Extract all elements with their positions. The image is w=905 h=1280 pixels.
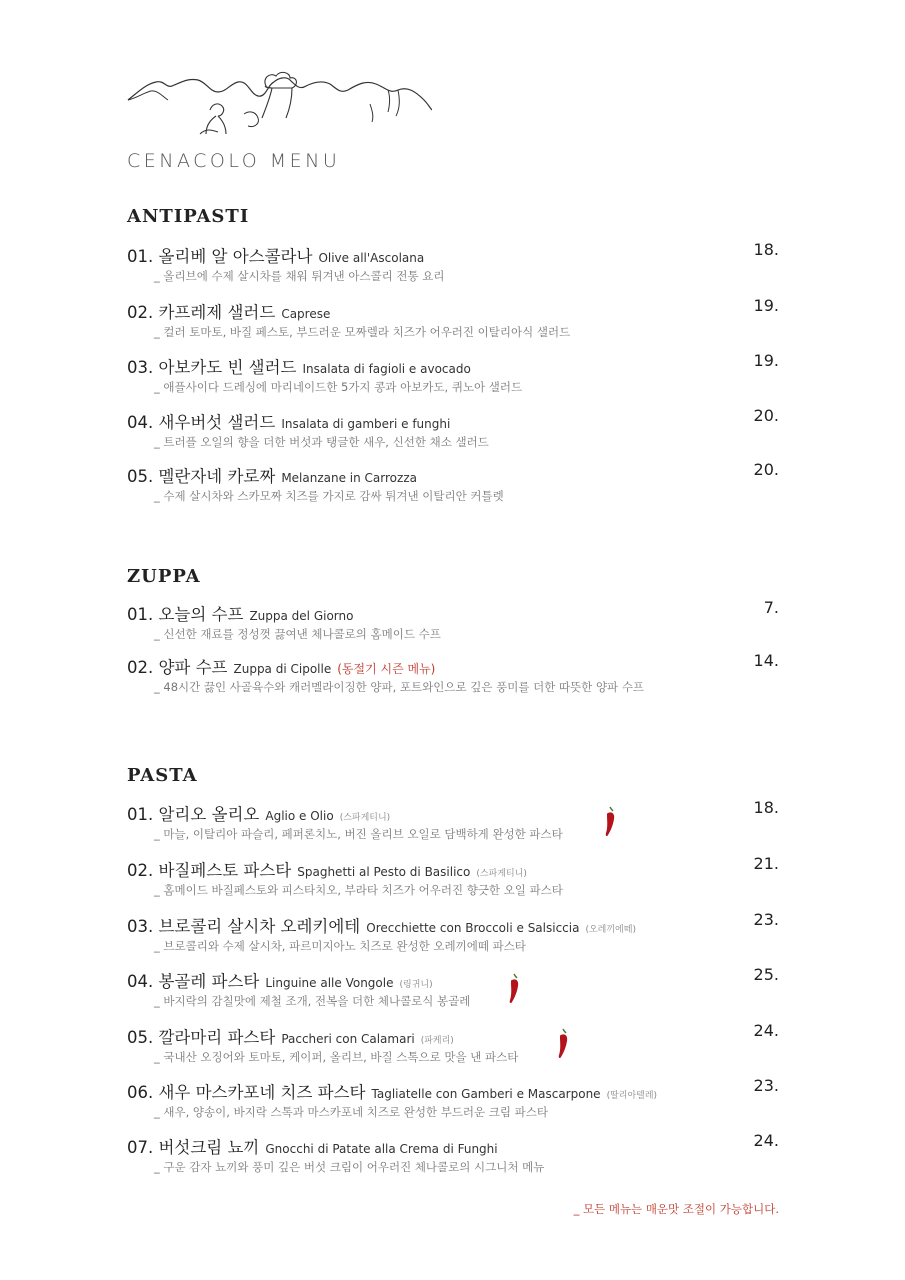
item-description: _ 마늘, 이탈리아 파슬리, 페퍼론치노, 버진 올리브 오일로 담백하게 완성한 파스타	[154, 827, 563, 841]
item-description: _ 브로콜리와 수제 살시차, 파르미지아노 치즈로 완성한 오레끼에떼 파스타	[154, 939, 526, 953]
item-price: 21.	[753, 854, 779, 873]
pasta-type-note: (스파게티니)	[339, 813, 391, 823]
item-name-ko: 01. 오늘의 수프	[127, 605, 244, 624]
item-price: 18.	[753, 240, 779, 259]
seasonal-menu-badge: (동절기 시즌 메뉴)	[337, 662, 436, 676]
item-price: 24.	[753, 1131, 779, 1150]
item-name-en: Aglio e Olio	[265, 809, 334, 823]
item-price: 19.	[753, 296, 779, 315]
menu-item	[127, 798, 779, 842]
section-title-antipasti: ANTIPASTI	[127, 206, 250, 227]
pasta-type-note: (오레끼에떼)	[585, 925, 636, 935]
pasta-type-note: (딸리아텔레)	[606, 1091, 658, 1101]
item-name-en: Zuppa del Giorno	[249, 609, 354, 623]
item-price: 14.	[753, 651, 779, 670]
item-name-en: Tagliatelle con Gamberi e Mascarpone	[371, 1087, 601, 1101]
item-description: _ 수제 살시차와 스카모짜 치즈를 가지로 감싸 튀겨낸 이탈리안 커틀렛	[154, 489, 504, 503]
item-name-en: Caprese	[281, 307, 331, 321]
item-description: _ 바지락의 감칠맛에 제철 조개, 전복을 더한 체나콜로식 봉골레	[154, 994, 471, 1008]
item-price: 19.	[753, 351, 779, 370]
menu-item	[127, 651, 779, 695]
section-title-pasta: PASTA	[127, 765, 198, 786]
item-price: 23.	[753, 1076, 779, 1095]
item-name-ko: 02. 카프레제 샐러드	[127, 303, 276, 322]
menu-item	[127, 1021, 779, 1065]
chili-pepper-icon	[507, 973, 521, 1005]
item-description: _ 트러플 오일의 향을 더한 버섯과 탱글한 새우, 신선한 채소 샐러드	[154, 435, 489, 449]
item-price: 24.	[753, 1021, 779, 1040]
item-description: _ 48시간 끓인 사골육수와 캐러멜라이징한 양파, 포트와인으로 깊은 풍미를 더한 따뜻한 양파 수프	[154, 680, 645, 694]
item-description: _ 올리브에 수제 살시차를 채워 튀겨낸 아스콜리 전통 요리	[154, 269, 445, 283]
item-name-ko: 04. 봉골레 파스타	[127, 972, 260, 991]
item-name-en: Paccheri con Calamari	[281, 1032, 415, 1046]
menu-item	[127, 296, 779, 340]
item-name-ko: 02. 양파 수프	[127, 658, 228, 677]
item-name-en: Insalata di gamberi e funghi	[281, 417, 451, 431]
item-name-ko: 03. 아보카도 빈 샐러드	[127, 358, 297, 377]
item-price: 18.	[753, 798, 779, 817]
menu-item	[127, 965, 779, 1009]
item-name-en: Spaghetti al Pesto di Basilico	[297, 865, 471, 879]
item-name-ko: 03. 브로콜리 살시차 오레키에테	[127, 917, 361, 936]
spice-adjust-note: _ 모든 메뉴는 매운맛 조절이 가능합니다.	[573, 1202, 779, 1216]
item-price: 20.	[753, 460, 779, 479]
menu-item	[127, 1131, 779, 1175]
item-price: 23.	[753, 910, 779, 929]
chili-pepper-icon	[556, 1028, 570, 1060]
item-name-ko: 06. 새우 마스카포네 치즈 파스타	[127, 1083, 366, 1102]
menu-item	[127, 406, 779, 450]
item-name-en: Melanzane in Carrozza	[281, 471, 417, 485]
chili-pepper-icon	[603, 806, 617, 838]
menu-item	[127, 1076, 779, 1120]
item-name-ko: 07. 버섯크림 뇨끼	[127, 1138, 260, 1157]
item-name-en: Insalata di fagioli e avocado	[302, 362, 471, 376]
menu-item	[127, 854, 779, 898]
menu-item	[127, 240, 779, 284]
item-price: 25.	[753, 965, 779, 984]
menu-item	[127, 460, 779, 504]
item-name-ko: 01. 올리베 알 아스콜라나	[127, 247, 313, 266]
item-description: _ 새우, 양송이, 바지락 스톡과 마스카포네 치즈로 완성한 부드러운 크림 파스타	[154, 1105, 548, 1119]
item-name-en: Olive all'Ascolana	[318, 251, 425, 265]
item-price: 20.	[753, 406, 779, 425]
item-description: _ 애플사이다 드레싱에 마리네이드한 5가지 콩과 아보카도, 퀴노아 샐러드	[154, 380, 523, 394]
mountain-chef-logo-icon	[126, 70, 432, 136]
item-description: _ 국내산 오징어와 토마토, 케이퍼, 올리브, 바질 스톡으로 맛을 낸 파스타	[154, 1050, 519, 1064]
item-name-ko: 02. 바질페스토 파스타	[127, 861, 292, 880]
pasta-type-note: (스파게티니)	[476, 869, 527, 879]
menu-item	[127, 598, 779, 642]
item-price: 7.	[763, 598, 779, 617]
item-name-en: Orecchiette con Broccoli e Salsiccia	[366, 921, 580, 935]
item-description: _ 구운 감자 뇨끼와 풍미 깊은 버섯 크림이 어우러진 체나콜로의 시그니처 메뉴	[154, 1160, 545, 1174]
item-description: _ 컬러 토마토, 바질 페스토, 부드러운 모짜렐라 치즈가 어우러진 이탈리아식 샐러드	[154, 325, 571, 339]
brand-title: CENACOLO MENU	[127, 150, 341, 172]
item-name-en: Gnocchi di Patate alla Crema di Funghi	[265, 1142, 498, 1156]
item-description: _ 홈메이드 바질페스토와 피스타치오, 부라타 치즈가 어우러진 향긋한 오일 파스타	[154, 883, 563, 897]
item-name-ko: 05. 깔라마리 파스타	[127, 1028, 276, 1047]
item-name-ko: 05. 멜란자네 카로짜	[127, 467, 276, 486]
menu-item	[127, 910, 779, 954]
item-name-en: Zuppa di Cipolle	[233, 662, 332, 676]
pasta-type-note: (링귀니)	[399, 980, 433, 990]
section-title-zuppa: ZUPPA	[127, 566, 201, 587]
item-name-en: Linguine alle Vongole	[265, 976, 394, 990]
pasta-type-note: (파케리)	[420, 1036, 454, 1046]
item-name-ko: 01. 알리오 올리오	[127, 805, 260, 824]
item-description: _ 신선한 재료를 정성껏 끓여낸 체나콜로의 홈메이드 수프	[154, 627, 441, 641]
menu-item	[127, 351, 779, 395]
item-name-ko: 04. 새우버섯 샐러드	[127, 413, 276, 432]
